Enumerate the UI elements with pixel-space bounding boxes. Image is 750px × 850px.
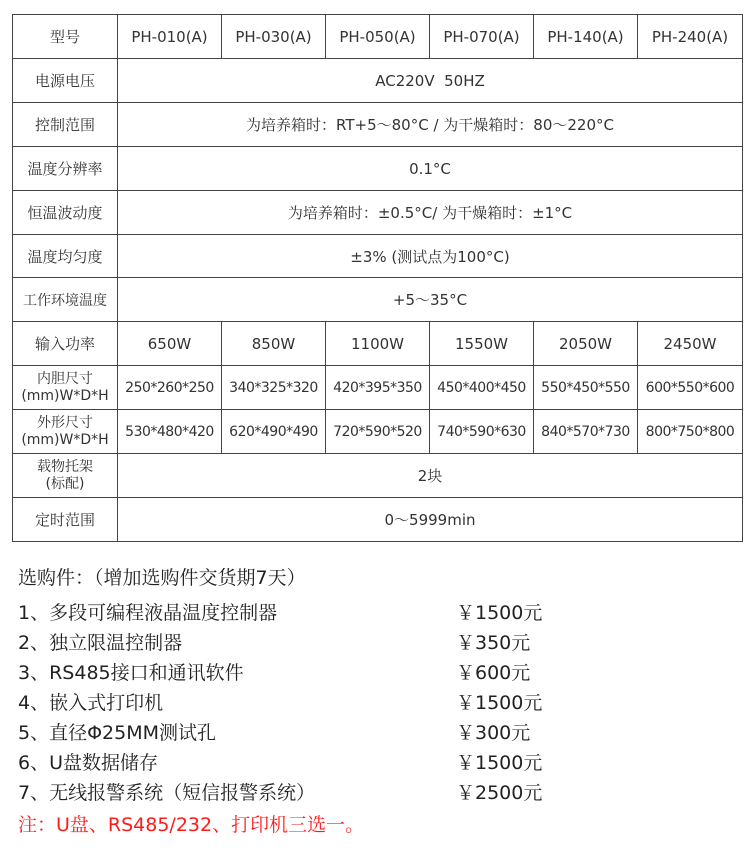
table-row-input-power [13, 322, 743, 366]
model-label: 型号 [13, 15, 118, 59]
row-label-line: (标配) [45, 475, 85, 492]
spec-table [12, 14, 743, 542]
table-row-shelves [13, 454, 743, 498]
size-cell: 550*450*550 [534, 366, 638, 410]
power-cell: 1100W [326, 322, 430, 366]
options-list [18, 598, 738, 808]
row-label: 电源电压 [13, 59, 118, 103]
row-value: 0～5999min [118, 498, 743, 542]
option-name: 3、RS485接口和通讯软件 [18, 662, 244, 684]
option-name: 5、直径Φ25MM测试孔 [18, 722, 217, 744]
size-cell: 720*590*520 [326, 410, 430, 454]
option-price: ￥1500元 [456, 752, 543, 774]
list-item [18, 748, 738, 778]
size-cell: 250*260*250 [118, 366, 222, 410]
size-cell: 450*400*450 [430, 366, 534, 410]
row-label-line: (mm)W*D*H [21, 431, 109, 448]
size-cell: 530*480*420 [118, 410, 222, 454]
table-row-power-supply [13, 59, 743, 103]
table-row-fluctuation [13, 191, 743, 235]
table-row-timer [13, 498, 743, 542]
option-name: 2、独立限温控制器 [18, 632, 183, 654]
row-value: AC220V 50HZ [118, 59, 743, 103]
options-note: 注：U盘、RS485/232、打印机三选一。 [18, 814, 365, 836]
option-name: 6、U盘数据储存 [18, 752, 158, 774]
options-title: 选购件：（增加选购件交货期7天） [18, 567, 306, 589]
row-label: 温度均匀度 [13, 235, 118, 278]
row-value: 2块 [118, 454, 743, 498]
power-cell: 1550W [430, 322, 534, 366]
option-price: ￥1500元 [456, 602, 543, 624]
option-name: 4、嵌入式打印机 [18, 692, 164, 714]
model-cell: PH-140(A) [534, 15, 638, 59]
row-label: 温度分辨率 [13, 147, 118, 191]
option-name: 7、无线报警系统（短信报警系统） [18, 782, 316, 804]
table-row-header [13, 15, 743, 59]
model-cell: PH-050(A) [326, 15, 430, 59]
model-cell: PH-240(A) [638, 15, 743, 59]
table-row-resolution [13, 147, 743, 191]
size-cell: 740*590*630 [430, 410, 534, 454]
row-label [13, 454, 118, 498]
list-item [18, 778, 738, 808]
power-cell: 650W [118, 322, 222, 366]
power-cell: 2450W [638, 322, 743, 366]
row-label-line: (mm)W*D*H [21, 387, 109, 404]
row-value: 为培养箱时：±0.5°C/ 为干燥箱时：±1°C [118, 191, 743, 235]
size-cell: 620*490*490 [222, 410, 326, 454]
power-cell: 2050W [534, 322, 638, 366]
table-row-outer-size [13, 410, 743, 454]
row-label-line: 载物托架 [37, 458, 93, 475]
row-label [13, 410, 118, 454]
size-cell: 340*325*320 [222, 366, 326, 410]
row-label-line: 内胆尺寸 [37, 370, 93, 387]
size-cell: 600*550*600 [638, 366, 743, 410]
table-row-uniformity [13, 235, 743, 278]
row-value: 为培养箱时：RT+5～80°C / 为干燥箱时：80～220°C [118, 103, 743, 147]
table-row-inner-size [13, 366, 743, 410]
size-cell: 420*395*350 [326, 366, 430, 410]
model-cell: PH-030(A) [222, 15, 326, 59]
option-price: ￥300元 [456, 722, 531, 744]
list-item [18, 718, 738, 748]
option-name: 1、多段可编程液晶温度控制器 [18, 602, 278, 624]
row-label-line: 外形尺寸 [37, 414, 93, 431]
row-value: +5～35°C [118, 278, 743, 322]
option-price: ￥1500元 [456, 692, 543, 714]
row-value: ±3% (测试点为100°C) [118, 235, 743, 278]
option-price: ￥350元 [456, 632, 531, 654]
size-cell: 840*570*730 [534, 410, 638, 454]
row-label: 工作环境温度 [13, 278, 118, 322]
list-item [18, 658, 738, 688]
power-cell: 850W [222, 322, 326, 366]
size-cell: 800*750*800 [638, 410, 743, 454]
model-cell: PH-010(A) [118, 15, 222, 59]
table-row-control-range [13, 103, 743, 147]
row-label [13, 366, 118, 410]
row-label: 恒温波动度 [13, 191, 118, 235]
list-item [18, 688, 738, 718]
row-label: 定时范围 [13, 498, 118, 542]
model-cell: PH-070(A) [430, 15, 534, 59]
table-row-ambient [13, 278, 743, 322]
list-item [18, 628, 738, 658]
list-item [18, 598, 738, 628]
row-label: 控制范围 [13, 103, 118, 147]
option-price: ￥2500元 [456, 782, 543, 804]
row-label: 输入功率 [13, 322, 118, 366]
row-value: 0.1°C [118, 147, 743, 191]
option-price: ￥600元 [456, 662, 531, 684]
